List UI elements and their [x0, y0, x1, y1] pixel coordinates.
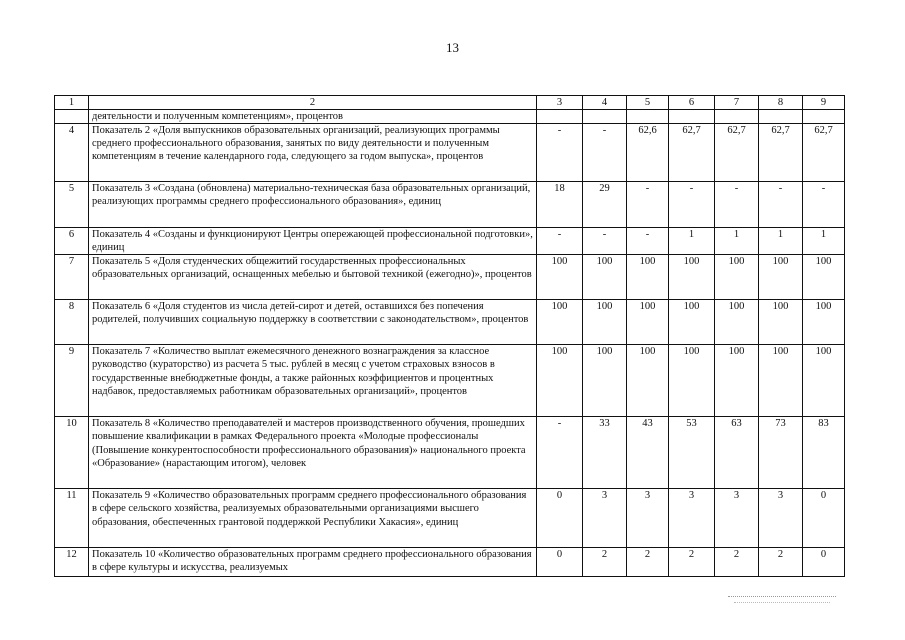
table-row [55, 110, 845, 124]
indicator-value [669, 110, 715, 124]
indicator-value [583, 110, 627, 124]
indicator-value: 43 [627, 417, 669, 489]
indicator-value: 0 [803, 548, 845, 577]
indicator-value: 62,7 [759, 124, 803, 182]
indicator-value: 29 [583, 182, 627, 228]
indicator-value: 2 [759, 548, 803, 577]
indicator-value: 62,7 [803, 124, 845, 182]
table-row [55, 255, 845, 300]
indicator-text: Показатель 5 «Доля студенческих общежитий государственных профессиональных образовательных организаций, оснащенных мебелью и бытовой техникой (ежегодно)», процентов [89, 255, 537, 300]
table-row [55, 182, 845, 228]
indicator-value [537, 110, 583, 124]
table-row [55, 300, 845, 345]
indicator-value: 100 [803, 255, 845, 300]
indicator-value: 100 [759, 345, 803, 417]
column-header: 6 [669, 96, 715, 110]
indicator-text: Показатель 7 «Количество выплат ежемесячного денежного вознаграждения за классное руководство (кураторство) из расчета 5 тыс. рублей в месяц с учетом страховых взносов в государственные внебюджетные фонды, а также районных коэффициентов и процентных надбавок, предоставляемых работникам образовательных организаций», процентов [89, 345, 537, 417]
indicator-value: 100 [715, 255, 759, 300]
indicator-value: 100 [583, 300, 627, 345]
indicator-value: - [715, 182, 759, 228]
indicator-text: деятельности и полученным компетенциям», процентов [89, 110, 537, 124]
indicator-value: - [537, 228, 583, 255]
indicator-value: - [583, 124, 627, 182]
indicator-value: 3 [759, 489, 803, 548]
indicator-value: - [627, 182, 669, 228]
indicator-value: 100 [669, 300, 715, 345]
row-number: 6 [55, 228, 89, 255]
indicator-value: 1 [669, 228, 715, 255]
indicator-value: 0 [537, 489, 583, 548]
indicator-value: 100 [669, 345, 715, 417]
indicator-text: Показатель 10 «Количество образовательных программ среднего профессионального образования в сфере культуры и искусства, реализуемых [89, 548, 537, 577]
indicator-value: - [537, 124, 583, 182]
indicator-value [627, 110, 669, 124]
indicator-value: 1 [803, 228, 845, 255]
table-row [55, 417, 845, 489]
indicator-value: 18 [537, 182, 583, 228]
indicator-value: 63 [715, 417, 759, 489]
indicator-value: - [583, 228, 627, 255]
column-header: 3 [537, 96, 583, 110]
row-number: 10 [55, 417, 89, 489]
indicator-value: 0 [803, 489, 845, 548]
indicator-value: 2 [627, 548, 669, 577]
indicator-value: 83 [803, 417, 845, 489]
table-row [55, 124, 845, 182]
indicator-value: 2 [583, 548, 627, 577]
row-number: 7 [55, 255, 89, 300]
column-header: 8 [759, 96, 803, 110]
column-header: 2 [89, 96, 537, 110]
row-number: 4 [55, 124, 89, 182]
table-row [55, 489, 845, 548]
indicator-value: 100 [627, 300, 669, 345]
indicator-value: 53 [669, 417, 715, 489]
table-row [55, 228, 845, 255]
indicator-value: 100 [627, 345, 669, 417]
indicator-value [803, 110, 845, 124]
column-header: 9 [803, 96, 845, 110]
indicator-value: 73 [759, 417, 803, 489]
row-number: 9 [55, 345, 89, 417]
indicator-value: 100 [583, 345, 627, 417]
indicator-text: Показатель 2 «Доля выпускников образовательных организаций, реализующих программы среднего профессионального образования, занятых по виду деятельности и полученным компетенциям в течение календарного года, следующего за годом выпуска», процентов [89, 124, 537, 182]
indicator-value: 100 [537, 255, 583, 300]
indicator-value: 0 [537, 548, 583, 577]
indicator-value: 100 [627, 255, 669, 300]
indicator-value: 62,6 [627, 124, 669, 182]
page-number: 13 [446, 40, 459, 55]
indicator-value: 100 [803, 345, 845, 417]
indicator-text: Показатель 4 «Созданы и функционируют Центры опережающей профессиональной подготовки», единиц [89, 228, 537, 255]
row-number: 5 [55, 182, 89, 228]
indicator-text: Показатель 6 «Доля студентов из числа детей-сирот и детей, оставшихся без попечения родителей, получивших социальную поддержку в соответствии с законодательством», процентов [89, 300, 537, 345]
indicator-value: 3 [583, 489, 627, 548]
indicator-text: Показатель 3 «Создана (обновлена) материально-техническая база образовательных организаций, реализующих программы среднего профессионального образования», единиц [89, 182, 537, 228]
indicator-value: 100 [537, 300, 583, 345]
row-number: 8 [55, 300, 89, 345]
indicator-value: - [669, 182, 715, 228]
indicator-value: 100 [759, 255, 803, 300]
indicator-value: 3 [715, 489, 759, 548]
indicator-value: - [627, 228, 669, 255]
scan-artifact [728, 596, 836, 607]
indicator-value: 3 [669, 489, 715, 548]
indicator-value: 100 [759, 300, 803, 345]
row-number: 11 [55, 489, 89, 548]
indicator-value: 100 [803, 300, 845, 345]
indicator-value: 2 [669, 548, 715, 577]
column-header: 4 [583, 96, 627, 110]
indicator-value: 1 [715, 228, 759, 255]
indicator-text: Показатель 8 «Количество преподавателей и мастеров производственного обучения, прошедших повышение квалификации в рамках Федерального проекта «Молодые профессионалы (Повышение конкурентоспособности профессионального образования)» национального проекта «Образование» (нарастающим итогом), человек [89, 417, 537, 489]
indicator-value: 100 [715, 345, 759, 417]
indicator-value: - [537, 417, 583, 489]
row-number [55, 110, 89, 124]
indicator-value [715, 110, 759, 124]
indicators-table [54, 95, 845, 577]
indicator-value: - [803, 182, 845, 228]
table-row [55, 345, 845, 417]
indicator-value: 100 [669, 255, 715, 300]
indicator-value: 62,7 [669, 124, 715, 182]
column-header: 5 [627, 96, 669, 110]
indicator-text: Показатель 9 «Количество образовательных программ среднего профессионального образования в сфере сельского хозяйства, реализуемых образовательными организациями высшего образования, обеспеченных грантовой поддержкой Республики Хакасия», единиц [89, 489, 537, 548]
column-header: 7 [715, 96, 759, 110]
indicator-value: - [759, 182, 803, 228]
indicator-value: 100 [537, 345, 583, 417]
indicator-value: 100 [583, 255, 627, 300]
indicator-value: 3 [627, 489, 669, 548]
table-row [55, 548, 845, 577]
row-number: 12 [55, 548, 89, 577]
indicator-value: 100 [715, 300, 759, 345]
indicator-value: 62,7 [715, 124, 759, 182]
column-header: 1 [55, 96, 89, 110]
indicator-value: 1 [759, 228, 803, 255]
indicator-value: 33 [583, 417, 627, 489]
indicator-value [759, 110, 803, 124]
indicator-value: 2 [715, 548, 759, 577]
table-header-row [55, 96, 845, 110]
